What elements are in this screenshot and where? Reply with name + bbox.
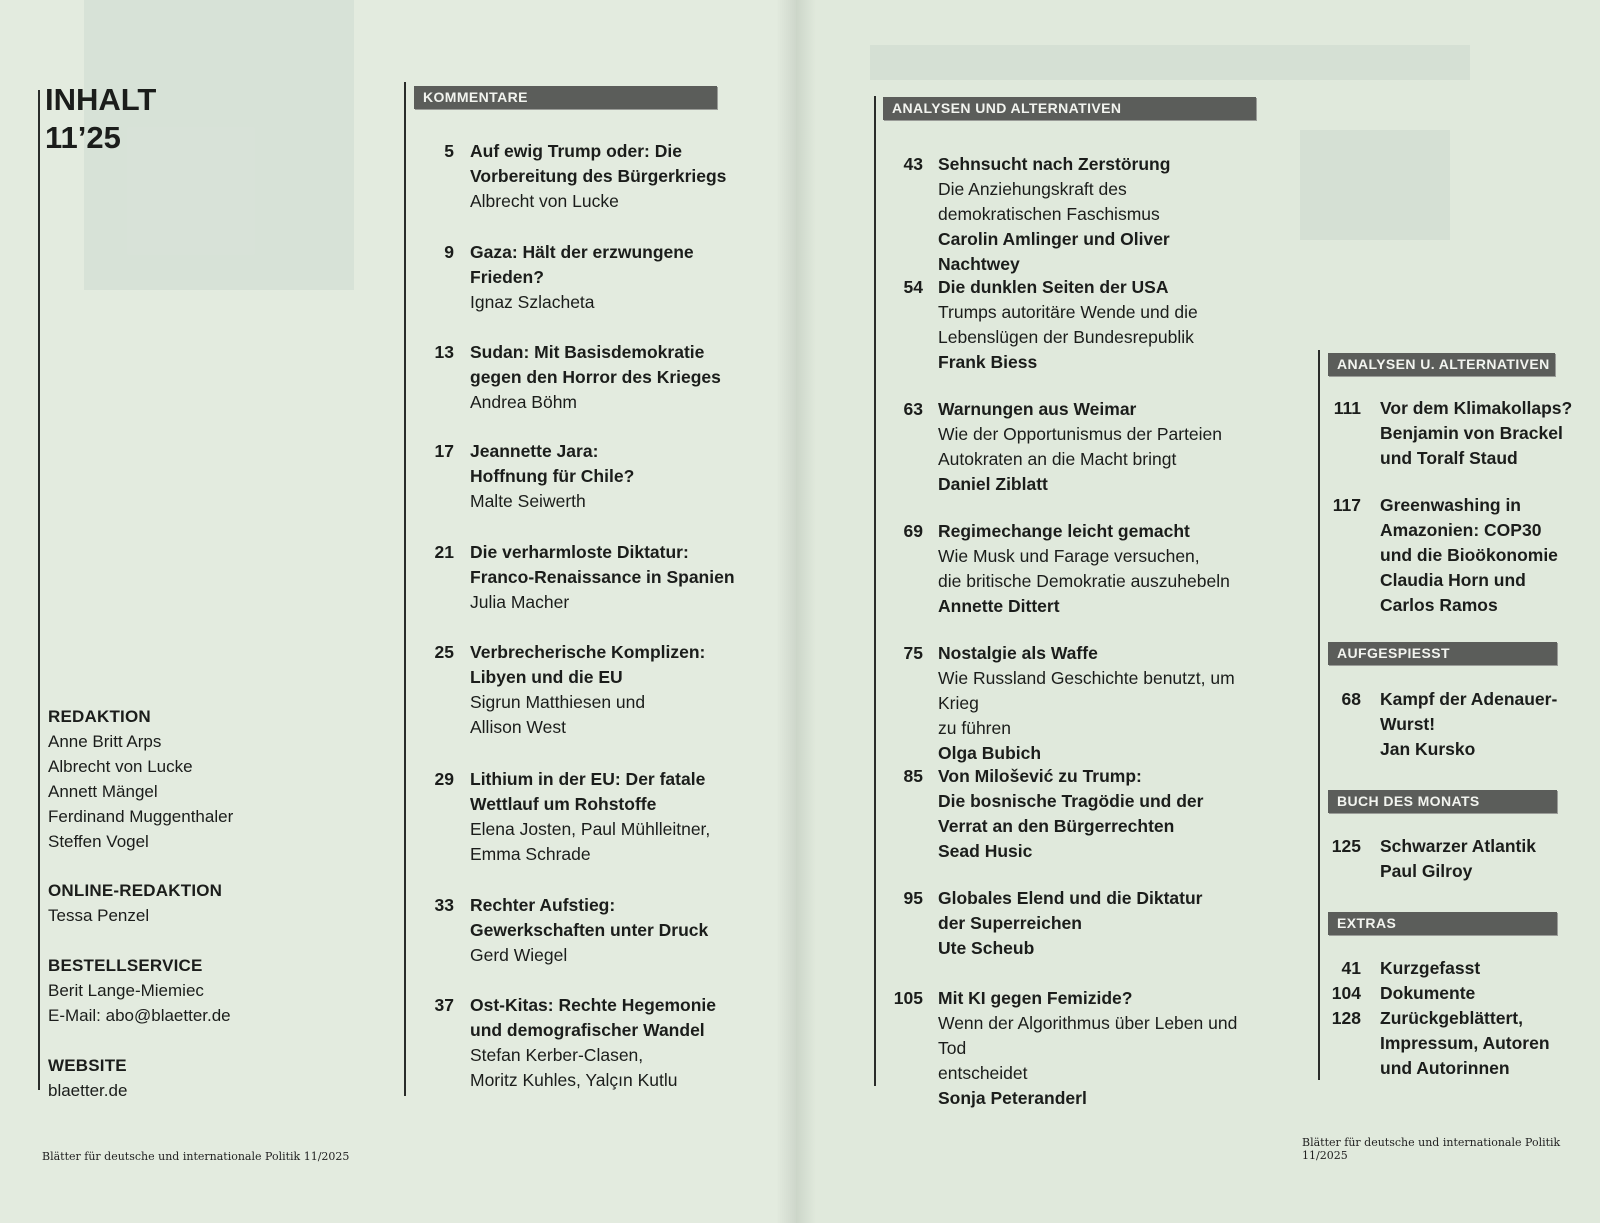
section-bar-buch: BUCH DES MONATS xyxy=(1328,790,1557,813)
toc-author: Gerd Wiegel xyxy=(470,945,568,965)
toc-author: Ute Scheub xyxy=(938,938,1035,958)
toc-title: Die dunklen Seiten der USA xyxy=(938,277,1169,297)
toc-page-number: 68 xyxy=(1341,689,1361,709)
toc-page-number: 37 xyxy=(434,995,454,1015)
toc-page-number: 21 xyxy=(434,542,454,562)
toc-title: Auf ewig Trump oder: Die Vorbereitung des Bürgerkriegs xyxy=(470,141,727,186)
imprint-heading: WEBSITE xyxy=(48,1056,127,1075)
toc-page-number: 54 xyxy=(903,277,923,297)
issue-number: 11’25 xyxy=(45,120,121,155)
toc-author: Sigrun Matthiesen und Allison West xyxy=(470,692,646,737)
toc-page-number: 85 xyxy=(903,766,923,786)
page-gutter xyxy=(776,0,816,1223)
toc-page-number: 5 xyxy=(444,141,454,161)
imprint-block xyxy=(48,1053,127,1103)
imprint-line: Ferdinand Muggenthaler xyxy=(48,807,234,826)
toc-title: Jeannette Jara: Hoffnung für Chile? xyxy=(470,441,635,486)
toc-page-number: 117 xyxy=(1332,495,1361,515)
imprint-line: Albrecht von Lucke xyxy=(48,757,193,776)
inhalt-rule xyxy=(38,90,40,1090)
toc-author: Frank Biess xyxy=(938,352,1038,372)
toc-title: Rechter Aufstieg: Gewerkschaften unter Druck xyxy=(470,895,709,940)
toc-title: Von Milošević zu Trump: Die bosnische Tragödie und der Verrat an den Bürgerrechten xyxy=(938,766,1204,836)
toc-author: Ignaz Szlacheta xyxy=(470,292,595,312)
toc-page-number: 105 xyxy=(893,988,923,1008)
toc-subtitle: Wenn der Algorithmus über Leben und Tod entscheidet xyxy=(938,1013,1238,1083)
toc-page-number: 13 xyxy=(434,342,454,362)
toc-author: Daniel Ziblatt xyxy=(938,474,1048,494)
toc-title: Warnungen aus Weimar xyxy=(938,399,1137,419)
toc-title: Kurzgefasst xyxy=(1380,958,1481,978)
toc-author: Jan Kursko xyxy=(1380,739,1476,759)
toc-title: Nostalgie als Waffe xyxy=(938,643,1098,663)
toc-title: Regimechange leicht gemacht xyxy=(938,521,1190,541)
footer-left: Blätter für deutsche und internationale Politik 11/2025 xyxy=(42,1150,350,1163)
toc-page-number: 128 xyxy=(1331,1008,1361,1028)
toc-subtitle: Wie Russland Geschichte benutzt, um Krieg zu führen xyxy=(938,668,1235,738)
toc-subtitle: Wie der Opportunismus der Parteien Autokraten an die Macht bringt xyxy=(938,424,1223,469)
toc-page-number: 17 xyxy=(434,441,454,461)
toc-author: Andrea Böhm xyxy=(470,392,578,412)
toc-title: Vor dem Klimakollaps? Benjamin von Brackel und Toralf Staud xyxy=(1380,398,1573,468)
toc-author: Olga Bubich xyxy=(938,743,1042,763)
toc-author: Carolin Amlinger und Oliver Nachtwey xyxy=(938,229,1170,274)
toc-author: Julia Macher xyxy=(470,592,570,612)
toc-title: Dokumente xyxy=(1380,983,1476,1003)
imprint-line: Berit Lange-Miemiec xyxy=(48,981,204,1000)
imprint-block xyxy=(48,704,233,854)
imprint-line: blaetter.de xyxy=(48,1081,128,1100)
toc-title: Lithium in der EU: Der fatale Wettlauf um Rohstoffe xyxy=(470,769,706,814)
toc-title: Die verharmloste Diktatur: Franco-Renaissance in Spanien xyxy=(470,542,735,587)
toc-page-number: 29 xyxy=(434,769,454,789)
toc-subtitle: Die Anziehungskraft des demokratischen Faschismus xyxy=(938,179,1160,224)
toc-title: Ost-Kitas: Rechte Hegemonie und demografischer Wandel xyxy=(470,995,717,1040)
toc-page-number: 41 xyxy=(1341,958,1361,978)
toc-author: Paul Gilroy xyxy=(1380,861,1473,881)
toc-page-number: 75 xyxy=(903,643,923,663)
show-through-block xyxy=(1300,130,1450,240)
toc-author: Malte Seiwerth xyxy=(470,491,586,511)
imprint-line: Tessa Penzel xyxy=(48,906,150,925)
toc-page-number: 63 xyxy=(903,399,923,419)
toc-title: Kampf der Adenauer- Wurst! xyxy=(1380,689,1558,734)
imprint-heading: ONLINE-REDAKTION xyxy=(48,881,223,900)
footer-right: Blätter für deutsche und internationale Politik 11/2025 xyxy=(1302,1136,1561,1162)
page-title: INHALT xyxy=(45,82,157,117)
toc-page-number: 111 xyxy=(1333,398,1361,418)
toc-page-number: 125 xyxy=(1331,836,1361,856)
imprint-line: E-Mail: abo@blaetter.de xyxy=(48,1006,231,1025)
toc-author: Sonja Peteranderl xyxy=(938,1088,1087,1108)
toc-title: Verbrecherische Komplizen: Libyen und die EU xyxy=(470,642,706,687)
section-bar-kommentare: KOMMENTARE xyxy=(414,86,717,109)
toc-title: Sudan: Mit Basisdemokratie gegen den Horror des Krieges xyxy=(470,342,721,387)
imprint-line: Steffen Vogel xyxy=(48,832,149,851)
section-bar-aufgespiesst: AUFGESPIESST xyxy=(1328,642,1557,665)
toc-title: Globales Elend und die Diktatur der Superreichen xyxy=(938,888,1203,933)
imprint-line: Anne Britt Arps xyxy=(48,732,162,751)
toc-title: Schwarzer Atlantik xyxy=(1380,836,1536,856)
toc-title: Sehnsucht nach Zerstörung xyxy=(938,154,1171,174)
kommentare-rule xyxy=(404,82,406,1096)
toc-page-number: 43 xyxy=(903,154,923,174)
imprint-block xyxy=(48,953,231,1028)
section-bar-analysen: ANALYSEN UND ALTERNATIVEN xyxy=(883,97,1256,120)
toc-page-number: 33 xyxy=(434,895,454,915)
section-bar-extras: EXTRAS xyxy=(1328,912,1557,935)
show-through-block xyxy=(870,45,1470,80)
toc-title: Mit KI gegen Femizide? xyxy=(938,988,1133,1008)
imprint-line: Annett Mängel xyxy=(48,782,158,801)
toc-page-number: 104 xyxy=(1331,983,1361,1003)
toc-subtitle: Trumps autoritäre Wende und die Lebenslügen der Bundesrepublik xyxy=(938,302,1198,347)
toc-subtitle: Wie Musk und Farage versuchen, die britische Demokratie auszuhebeln xyxy=(938,546,1230,591)
toc-author: Stefan Kerber-Clasen, Moritz Kuhles, Yalçın Kutlu xyxy=(470,1045,678,1090)
analysen-rule xyxy=(874,96,876,1086)
toc-author: Elena Josten, Paul Mühlleitner, Emma Schrade xyxy=(470,819,711,864)
toc-page-number: 25 xyxy=(434,642,454,662)
imprint-heading: REDAKTION xyxy=(48,707,151,726)
toc-title: Greenwashing in Amazonien: COP30 und die Bioökonomie Claudia Horn und Carlos Ramos xyxy=(1380,495,1558,615)
show-through-block xyxy=(84,0,354,290)
toc-title: Gaza: Hält der erzwungene Frieden? xyxy=(470,242,694,287)
side-column-rule xyxy=(1318,350,1320,1080)
imprint-heading: BESTELLSERVICE xyxy=(48,956,203,975)
toc-author: Sead Husic xyxy=(938,841,1033,861)
toc-author: Annette Dittert xyxy=(938,596,1060,616)
toc-author: Albrecht von Lucke xyxy=(470,191,619,211)
toc-page-number: 69 xyxy=(903,521,923,541)
toc-page-number: 95 xyxy=(903,888,923,908)
toc-page-number: 9 xyxy=(444,242,454,262)
imprint-block xyxy=(48,878,222,928)
toc-title: Zurückgeblättert, Impressum, Autoren und Autorinnen xyxy=(1380,1008,1550,1078)
section-bar-analysen-u: ANALYSEN U. ALTERNATIVEN xyxy=(1328,353,1555,376)
